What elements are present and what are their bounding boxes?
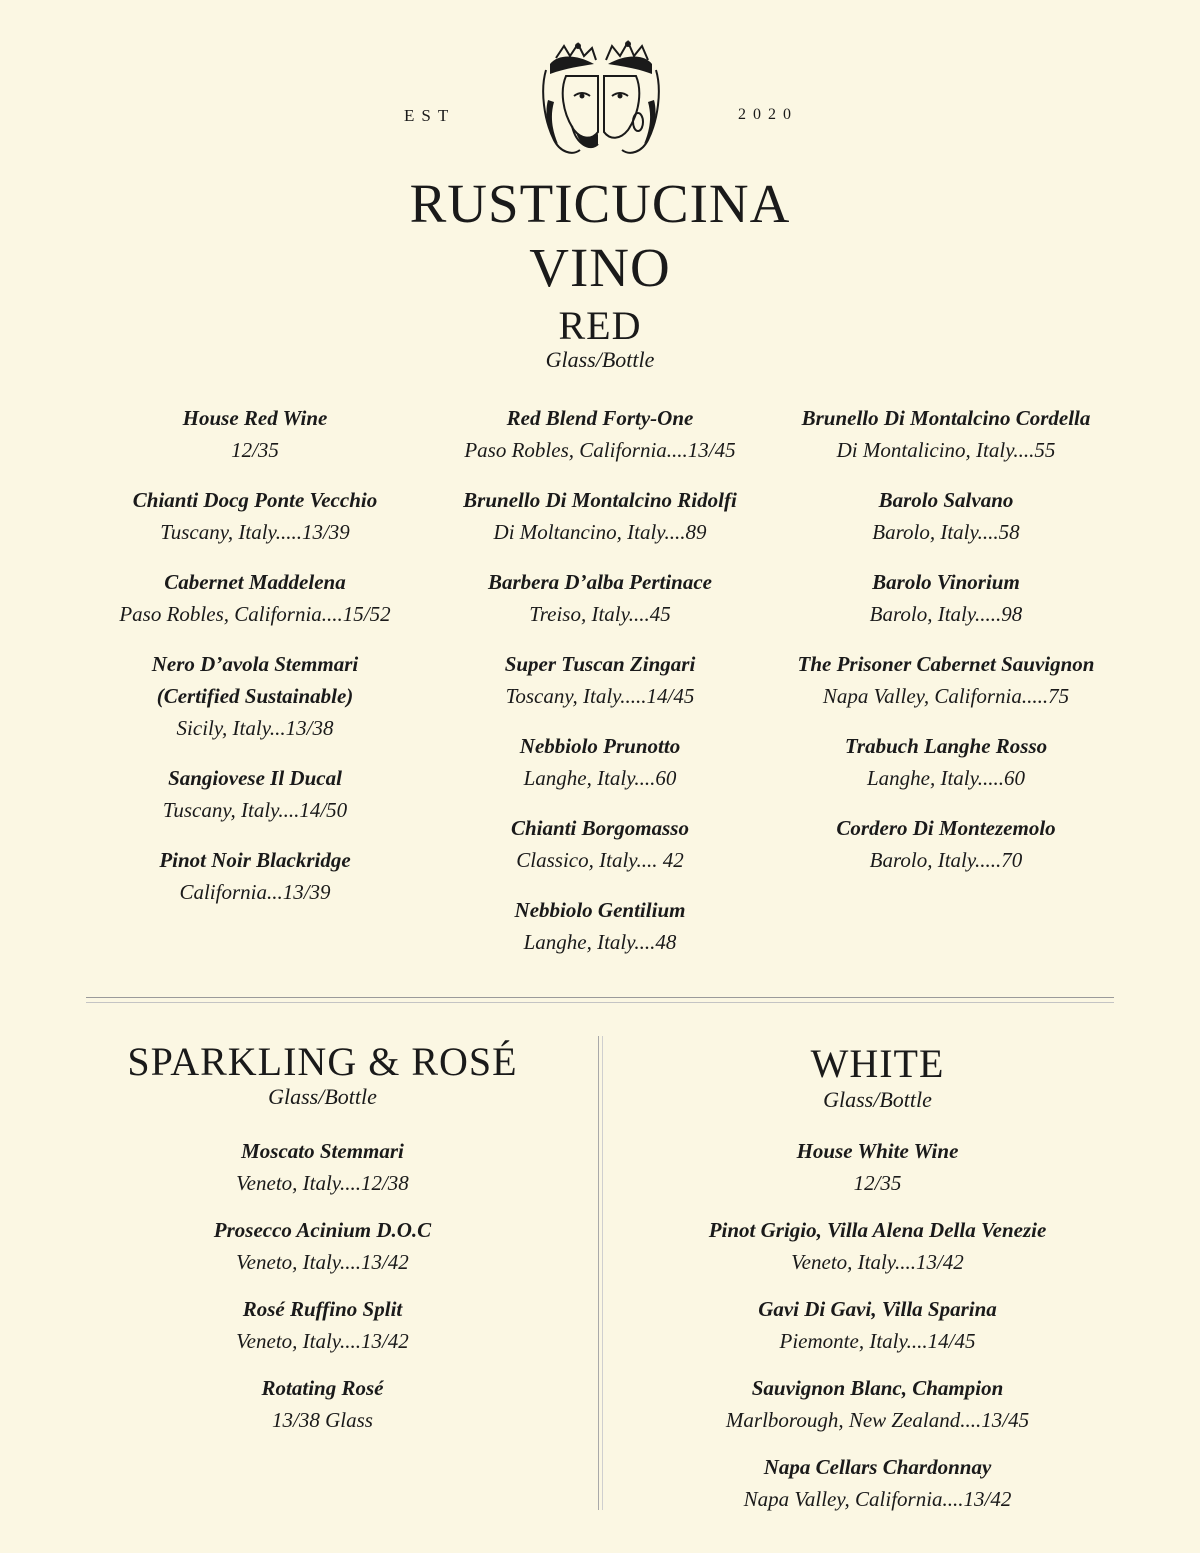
wine-item (400, 648, 800, 712)
wine-item (400, 730, 800, 794)
wine-item (400, 894, 800, 958)
wine-detail: Paso Robles, California....15/52 (119, 602, 391, 626)
white-section-subheading: Glass/Bottle (823, 1087, 932, 1112)
wine-name: Trabuch Langhe Rosso (844, 734, 1048, 758)
wine-name: Pinot Grigio, Villa Alena Della Venezie (708, 1218, 1047, 1242)
wine-name: House White Wine (796, 1139, 959, 1163)
wine-detail: California...13/39 (179, 880, 331, 904)
wine-name: Barolo Vinorium (872, 570, 1020, 594)
wine-name: Sauvignon Blanc, Champion (751, 1376, 1004, 1400)
wine-item (400, 566, 800, 630)
wine-name: Red Blend Forty-One (506, 406, 694, 430)
red-column-1 (55, 402, 455, 926)
wine-item (650, 1214, 1105, 1278)
wine-name: Nero D’avola Stemmari (151, 652, 359, 676)
wine-item (100, 1372, 545, 1436)
wine-detail: Veneto, Italy....12/38 (236, 1171, 409, 1195)
wine-item (650, 1293, 1105, 1357)
wine-detail: Di Montalicino, Italy....55 (836, 438, 1056, 462)
wine-detail: Treiso, Italy....45 (529, 602, 671, 626)
wine-detail: Di Moltancino, Italy....89 (493, 520, 707, 544)
wine-item (400, 812, 800, 876)
wine-detail: Toscany, Italy.....14/45 (505, 684, 695, 708)
wine-name: The Prisoner Cabernet Sauvignon (797, 652, 1095, 676)
wine-item (55, 844, 455, 908)
wine-item (746, 812, 1146, 876)
wine-detail: Napa Valley, California.....75 (822, 684, 1070, 708)
wine-name: Chianti Borgomasso (511, 816, 689, 840)
wine-item (55, 648, 455, 744)
two-faces-crest-logo-icon (536, 40, 666, 158)
wine-detail: Barolo, Italy....58 (872, 520, 1020, 544)
wine-name: Prosecco Acinium D.O.C (213, 1218, 432, 1242)
sparkling-section-subheading: Glass/Bottle (268, 1084, 377, 1109)
red-column-2 (400, 402, 800, 976)
wine-item (650, 1451, 1105, 1515)
wine-name: Nebbiolo Prunotto (519, 734, 681, 758)
wine-name: Cabernet Maddelena (164, 570, 346, 594)
menu-title: VINO (529, 237, 671, 298)
wine-name: Pinot Noir Blackridge (159, 848, 351, 872)
wine-detail: Veneto, Italy....13/42 (791, 1250, 964, 1274)
wine-name-note: (Certified Sustainable) (156, 684, 354, 708)
wine-detail: 13/38 Glass (272, 1408, 373, 1432)
wine-name: Gavi Di Gavi, Villa Sparina (758, 1297, 997, 1321)
wine-detail: Marlborough, New Zealand....13/45 (725, 1408, 1030, 1432)
wine-name: Barbera D’alba Pertinace (488, 570, 712, 594)
wine-detail: Classico, Italy.... 42 (516, 848, 684, 872)
wine-detail: Langhe, Italy.....60 (866, 766, 1026, 790)
wine-name: Sangiovese Il Ducal (168, 766, 342, 790)
wine-name: Rosé Ruffino Split (242, 1297, 403, 1321)
wine-item (746, 484, 1146, 548)
wine-item (55, 402, 455, 466)
wine-detail: Barolo, Italy.....98 (869, 602, 1023, 626)
wine-detail: Tuscany, Italy....14/50 (162, 798, 348, 822)
est-label: EST (404, 106, 456, 125)
sparkling-column (100, 1135, 545, 1451)
wine-detail: Langhe, Italy....60 (523, 766, 677, 790)
wine-detail: Barolo, Italy.....70 (869, 848, 1023, 872)
wine-detail: Veneto, Italy....13/42 (236, 1250, 409, 1274)
red-column-3 (746, 402, 1146, 894)
wine-item (100, 1214, 545, 1278)
red-section-heading: RED (558, 303, 642, 348)
wine-name: House Red Wine (182, 406, 328, 430)
vertical-divider (598, 1036, 603, 1510)
wine-item (746, 730, 1146, 794)
wine-name: Rotating Rosé (261, 1376, 384, 1400)
wine-item (55, 566, 455, 630)
sparkling-section-heading: SPARKLING & ROSÉ (127, 1039, 518, 1084)
wine-name: Cordero Di Montezemolo (836, 816, 1056, 840)
wine-name: Barolo Salvano (878, 488, 1014, 512)
wine-item (650, 1135, 1105, 1199)
wine-detail: 12/35 (231, 438, 279, 462)
wine-detail: Tuscany, Italy.....13/39 (160, 520, 350, 544)
wine-name: Chianti Docg Ponte Vecchio (132, 488, 378, 512)
wine-item (746, 566, 1146, 630)
wine-item (746, 648, 1146, 712)
wine-item (100, 1293, 545, 1357)
wine-item (746, 402, 1146, 466)
wine-name: Brunello Di Montalcino Ridolfi (463, 488, 737, 512)
wine-name: Brunello Di Montalcino Cordella (801, 406, 1091, 430)
white-column (650, 1135, 1105, 1530)
wine-detail: Napa Valley, California....13/42 (743, 1487, 1012, 1511)
wine-detail: 12/35 (853, 1171, 902, 1195)
restaurant-title: RUSTICUCINA (409, 173, 791, 234)
wine-detail: Veneto, Italy....13/42 (236, 1329, 409, 1353)
white-section-heading: WHITE (810, 1041, 945, 1086)
wine-item (55, 484, 455, 548)
wine-name: Super Tuscan Zingari (504, 652, 696, 676)
wine-item (400, 402, 800, 466)
wine-item (400, 484, 800, 548)
wine-item (650, 1372, 1105, 1436)
est-year: 2020 (738, 106, 798, 123)
wine-detail: Langhe, Italy....48 (523, 930, 677, 954)
wine-name: Nebbiolo Gentilium (514, 898, 686, 922)
horizontal-divider (86, 997, 1114, 1003)
wine-name: Moscato Stemmari (241, 1139, 404, 1163)
wine-item (55, 762, 455, 826)
wine-item (100, 1135, 545, 1199)
wine-detail: Piemonte, Italy....14/45 (779, 1329, 976, 1353)
wine-detail: Paso Robles, California....13/45 (464, 438, 736, 462)
wine-detail: Sicily, Italy...13/38 (176, 716, 334, 740)
wine-name: Napa Cellars Chardonnay (763, 1455, 992, 1479)
red-section-subheading: Glass/Bottle (545, 347, 655, 372)
